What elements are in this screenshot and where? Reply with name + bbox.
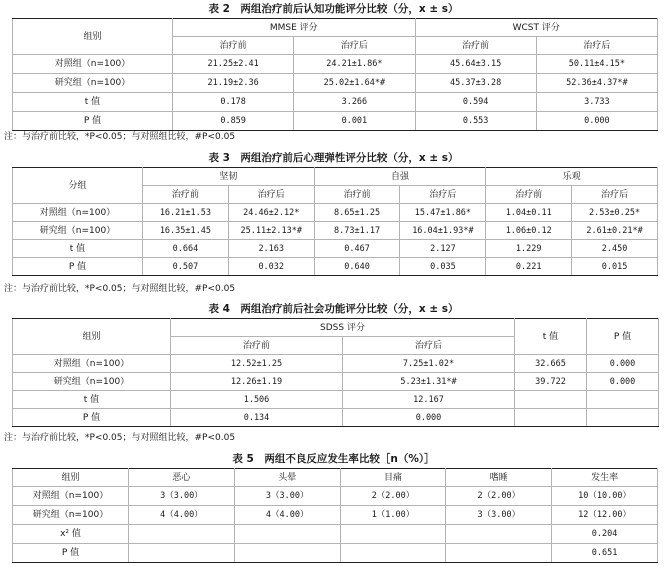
cell: 12.167 — [343, 391, 515, 409]
table-row — [13, 544, 658, 563]
eye-pain-header: 目痛 — [340, 469, 446, 487]
sdss-header: SDSS 评分 — [171, 319, 515, 337]
table-row — [13, 93, 658, 112]
row-label: P 值 — [13, 258, 143, 276]
cell: 1.506 — [171, 391, 343, 409]
cell: 0.035 — [400, 258, 486, 276]
sub-header: 治疗前 — [143, 186, 229, 204]
sub-header: 治疗后 — [572, 186, 658, 204]
cell: 39.722 — [515, 373, 587, 391]
cell: 3（3.00） — [129, 487, 235, 506]
cell: 12.52±1.25 — [171, 355, 343, 373]
cell — [515, 409, 587, 427]
cell: 21.19±2.36 — [173, 74, 294, 93]
cell — [446, 525, 552, 544]
cell: 12（12.00） — [552, 506, 658, 525]
row-label: P 值 — [13, 112, 173, 131]
sub-header: 治疗后 — [294, 37, 415, 55]
table-2-note: 注：与治疗前比较，*P<0.05；与对照组比较，#P<0.05 — [4, 132, 236, 142]
cell: 0.664 — [143, 240, 229, 258]
cell: 50.11±4.15* — [536, 55, 657, 74]
cell: 0.015 — [572, 258, 658, 276]
cell: 5.23±1.31*# — [343, 373, 515, 391]
row-label: P 值 — [13, 409, 171, 427]
row-label: t 值 — [13, 93, 173, 112]
cell: 0.001 — [294, 112, 415, 131]
table-row — [13, 222, 658, 240]
cell: 45.64±3.15 — [415, 55, 536, 74]
t-value-header: t 值 — [515, 319, 587, 355]
resilience-header: 坚韧 — [143, 168, 315, 186]
dizziness-header: 头晕 — [234, 469, 340, 487]
cell: 7.25±1.02* — [343, 355, 515, 373]
cell: 0.651 — [552, 544, 658, 563]
table-row — [13, 74, 658, 93]
cell — [234, 544, 340, 563]
cell — [446, 544, 552, 563]
cell: 0.594 — [415, 93, 536, 112]
table-row — [13, 409, 659, 427]
cell: 4（4.00） — [129, 506, 235, 525]
cell: 3（3.00） — [446, 506, 552, 525]
row-label: x² 值 — [13, 525, 129, 544]
cell: 8.65±1.25 — [314, 204, 400, 222]
cell: 25.11±2.13*# — [228, 222, 314, 240]
cell — [234, 525, 340, 544]
table-row — [13, 373, 659, 391]
cell: 1.06±0.12 — [486, 222, 572, 240]
cell: 2.61±0.21*# — [572, 222, 658, 240]
row-label: 研究组（n=100） — [13, 506, 129, 525]
row-label: 对照组（n=100） — [13, 487, 129, 506]
table-4-note: 注：与治疗前比较，*P<0.05；与对照组比较，#P<0.05 — [4, 433, 236, 443]
cell: 24.46±2.12* — [228, 204, 314, 222]
table-row — [13, 112, 658, 131]
table-row — [13, 55, 658, 74]
table-4-title: 表 4 两组治疗前后社会功能评分比较（分，x ± s） — [208, 303, 459, 315]
cell: 15.47±1.86* — [400, 204, 486, 222]
cell: 0.553 — [415, 112, 536, 131]
sub-header: 治疗前 — [314, 186, 400, 204]
cell: 2（2.00） — [446, 487, 552, 506]
cell — [129, 544, 235, 563]
cell: 21.25±2.41 — [173, 55, 294, 74]
table-row — [13, 355, 659, 373]
table-2-title: 表 2 两组治疗前后认知功能评分比较（分，x ± s） — [208, 3, 459, 15]
cell: 0.000 — [536, 112, 657, 131]
cell: 0.000 — [343, 409, 515, 427]
cell: 0.178 — [173, 93, 294, 112]
cell: 0.000 — [587, 355, 659, 373]
table-row — [13, 525, 658, 544]
table-3-title: 表 3 两组治疗前后心理弹性评分比较（分，x ± s） — [208, 152, 459, 164]
cell: 45.37±3.28 — [415, 74, 536, 93]
cell: 4（4.00） — [234, 506, 340, 525]
cell: 2.163 — [228, 240, 314, 258]
group-header: 组别 — [13, 319, 171, 355]
cell: 25.02±1.64*# — [294, 74, 415, 93]
sub-header: 治疗前 — [173, 37, 294, 55]
cell: 32.665 — [515, 355, 587, 373]
strength-header: 自强 — [314, 168, 486, 186]
row-label: 对照组（n=100） — [13, 55, 173, 74]
incidence-header: 发生率 — [552, 469, 658, 487]
sub-header: 治疗后 — [343, 337, 515, 355]
cell: 0.467 — [314, 240, 400, 258]
sub-header: 治疗后 — [536, 37, 657, 55]
cell: 0.134 — [171, 409, 343, 427]
cell: 1.229 — [486, 240, 572, 258]
cell: 0.221 — [486, 258, 572, 276]
table-2 — [12, 18, 658, 131]
cell: 2.53±0.25* — [572, 204, 658, 222]
cell: 2.127 — [400, 240, 486, 258]
row-label: t 值 — [13, 240, 143, 258]
row-label: 对照组（n=100） — [13, 204, 143, 222]
cell: 3.266 — [294, 93, 415, 112]
row-label: 研究组（n=100） — [13, 74, 173, 93]
cell: 52.36±4.37*# — [536, 74, 657, 93]
group-header: 组别 — [13, 469, 129, 487]
optimism-header: 乐观 — [486, 168, 658, 186]
cell — [587, 409, 659, 427]
cell: 0.032 — [228, 258, 314, 276]
cell — [129, 525, 235, 544]
table-row — [13, 240, 658, 258]
cell — [340, 544, 446, 563]
cell: 0.000 — [587, 373, 659, 391]
cell: 0.507 — [143, 258, 229, 276]
cell: 12.26±1.19 — [171, 373, 343, 391]
row-label: 研究组（n=100） — [13, 373, 171, 391]
group-header: 组别 — [13, 19, 173, 55]
nausea-header: 恶心 — [129, 469, 235, 487]
cell: 10（10.00） — [552, 487, 658, 506]
cell: 16.21±1.53 — [143, 204, 229, 222]
cell — [587, 391, 659, 409]
row-label: t 值 — [13, 391, 171, 409]
cell: 0.859 — [173, 112, 294, 131]
cell: 3（3.00） — [234, 487, 340, 506]
cell: 0.204 — [552, 525, 658, 544]
row-label: 研究组（n=100） — [13, 222, 143, 240]
sub-header: 治疗后 — [400, 186, 486, 204]
sub-header: 治疗后 — [228, 186, 314, 204]
table-row — [13, 204, 658, 222]
cell: 16.35±1.45 — [143, 222, 229, 240]
sub-header: 治疗前 — [486, 186, 572, 204]
cell: 3.733 — [536, 93, 657, 112]
table-row — [13, 487, 658, 506]
table-row — [13, 258, 658, 276]
row-label: P 值 — [13, 544, 129, 563]
cell: 2（2.00） — [340, 487, 446, 506]
cell — [515, 391, 587, 409]
table-5 — [12, 468, 658, 563]
table-row — [13, 391, 659, 409]
cell: 24.21±1.86* — [294, 55, 415, 74]
cell: 1.04±0.11 — [486, 204, 572, 222]
table-3 — [12, 167, 658, 276]
cell: 1（1.00） — [340, 506, 446, 525]
wcst-header: WCST 评分 — [415, 19, 658, 37]
table-4 — [12, 318, 659, 427]
table-3-note: 注：与治疗前比较，*P<0.05；与对照组比较，#P<0.05 — [4, 284, 236, 294]
cell: 16.04±1.93*# — [400, 222, 486, 240]
group-header: 分组 — [13, 168, 143, 204]
row-label: 对照组（n=100） — [13, 355, 171, 373]
drowsiness-header: 嗜睡 — [446, 469, 552, 487]
table-row — [13, 506, 658, 525]
mmse-header: MMSE 评分 — [173, 19, 416, 37]
sub-header: 治疗前 — [415, 37, 536, 55]
table-5-title: 表 5 两组不良反应发生率比较［n（%）］ — [232, 453, 435, 465]
cell: 8.73±1.17 — [314, 222, 400, 240]
cell: 0.640 — [314, 258, 400, 276]
p-value-header: P 值 — [587, 319, 659, 355]
cell — [340, 525, 446, 544]
cell: 2.450 — [572, 240, 658, 258]
sub-header: 治疗前 — [171, 337, 343, 355]
